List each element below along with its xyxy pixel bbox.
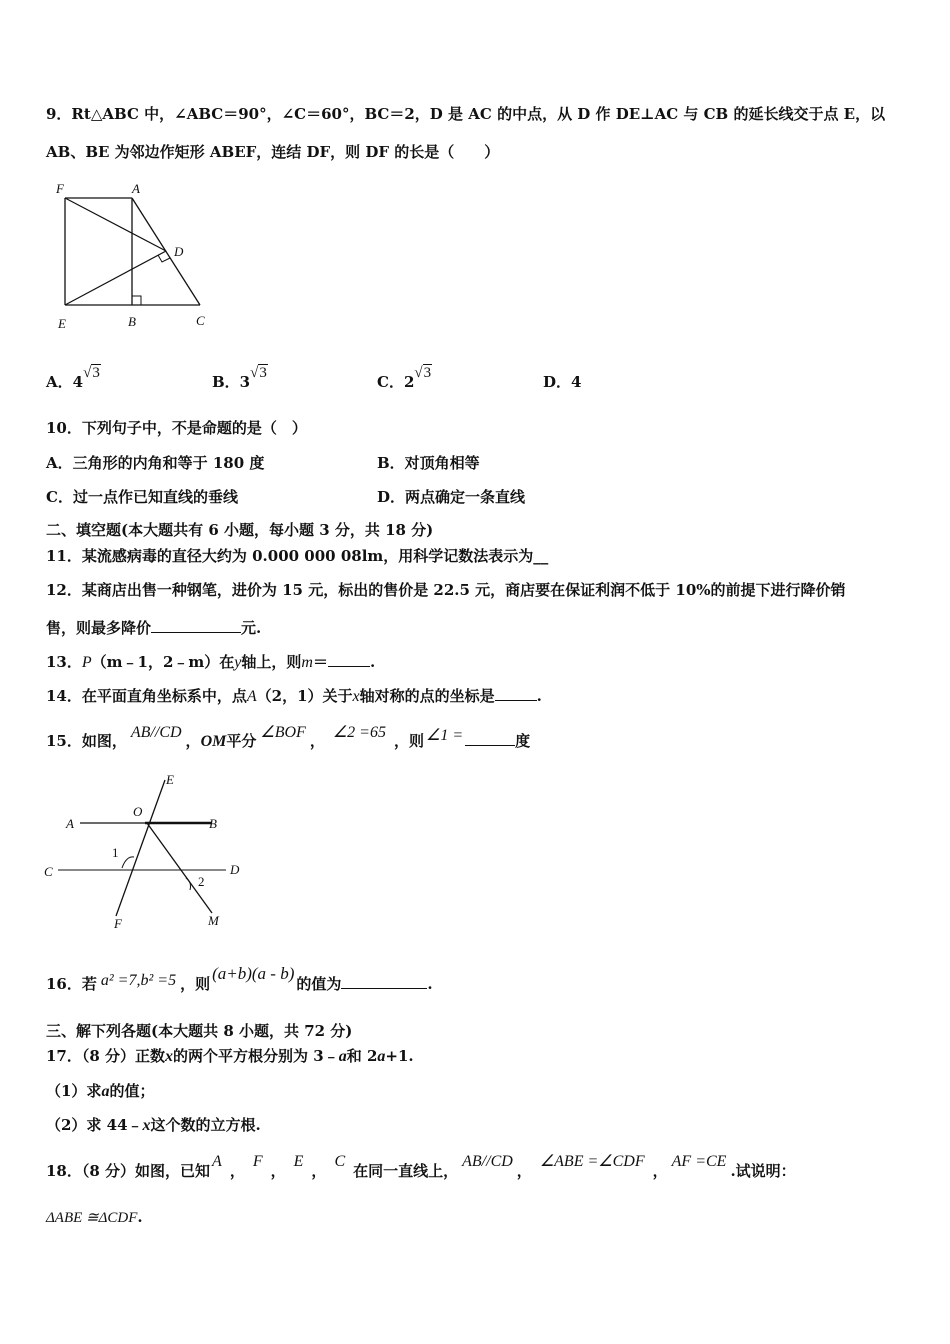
q10-option-b[interactable]: B．对顶角相等 — [377, 454, 480, 472]
q16-blank[interactable] — [341, 974, 427, 989]
sqrt-icon: √3 — [250, 365, 267, 381]
fig9-label-e: E — [58, 316, 66, 331]
fig9-right-angle-b — [132, 296, 141, 305]
fig9-segment-fd — [65, 198, 166, 251]
q15-text: 15．如图， AB//CD ，OM平分 ∠BOF ， ∠2 =65 ，则 ∠1 = 度 — [46, 724, 531, 750]
q10-option-d[interactable]: D．两点确定一条直线 — [377, 488, 526, 506]
q13-blank[interactable] — [328, 652, 370, 667]
fig15-angle-1-arc — [122, 857, 134, 868]
q17-sub1: （1）求a的值； — [46, 1082, 155, 1100]
q9-option-b-label: B．3 — [212, 373, 251, 391]
fig15-label-1: 1 — [112, 845, 119, 860]
fig9-label-b: B — [128, 314, 136, 329]
q9-option-a[interactable] — [46, 365, 101, 392]
fig15-label-c: C — [44, 864, 53, 879]
q9-figure — [40, 178, 230, 338]
fig15-label-o: O — [133, 804, 143, 819]
q10-stem: 10．下列句子中，不是命题的是（ ） — [46, 419, 307, 437]
q18-text: 18．（8 分）如图，已知A，F，E，C在同一直线上，AB//CD，∠ABE =∠CDF，AF =CE.试说明： — [46, 1153, 796, 1180]
section3-heading: 三、解下列各题(本大题共 8 小题，共 72 分) — [46, 1022, 353, 1040]
fig15-label-e: E — [166, 772, 174, 787]
sqrt-icon: √3 — [414, 365, 432, 381]
q17-sub2: （2）求 44﹣x这个数的立方根. — [46, 1116, 261, 1134]
fig9-label-f: F — [56, 181, 64, 196]
section2-heading: 二、填空题(本大题共有 6 小题，每小题 3 分，共 18 分) — [46, 521, 434, 539]
q9-line1: 9．Rt△ABC 中，∠ABC＝90°，∠C＝60°，BC＝2，D 是 AC 的中点，从 D 作 DE⊥AC 与 CB 的延长线交于点 E，以 — [46, 105, 886, 123]
q17-stem: 17．（8 分）正数x的两个平方根分别为 3﹣a和 2a+1. — [46, 1047, 414, 1065]
fig15-line-om — [147, 823, 212, 913]
q9-option-c[interactable] — [377, 365, 432, 392]
q9-line2: AB、BE 为邻边作矩形 ABEF，连结 DF，则 DF 的长是（ ） — [46, 143, 500, 161]
fig15-line-ef — [116, 780, 165, 916]
fig15-label-b: B — [209, 816, 217, 831]
q10-option-c[interactable]: C．过一点作已知直线的垂线 — [46, 488, 238, 506]
q15-blank[interactable] — [465, 731, 515, 746]
fig9-segment-ed — [65, 251, 166, 305]
q12-line1: 12．某商店出售一种钢笔，进价为 15 元，标出的售价是 22.5 元，商店要在保证利润不低于 10%的前提下进行降价销 — [46, 581, 846, 599]
q9-option-d[interactable] — [543, 371, 581, 392]
q12-line2: 售，则最多降价 元. — [46, 619, 262, 637]
q14-blank[interactable] — [495, 686, 537, 701]
q13-text: 13．P（m﹣1，2﹣m）在y轴上，则m＝ . — [46, 653, 376, 671]
sqrt-icon: √3 — [83, 365, 100, 381]
q18-conclusion: ΔABE ≅ΔCDF. — [46, 1208, 143, 1226]
fig9-label-a: A — [132, 181, 140, 196]
fig15-label-a: A — [66, 816, 74, 831]
fig9-label-d: D — [174, 244, 184, 259]
q14-text: 14．在平面直角坐标系中，点A（2，1）关于x轴对称的点的坐标是 . — [46, 687, 542, 705]
q9-option-a-label: A．4 — [46, 373, 84, 391]
q15-figure — [40, 768, 255, 933]
fig15-label-m: M — [208, 913, 219, 928]
fig15-label-2: 2 — [198, 874, 205, 889]
q10-option-a[interactable]: A．三角形的内角和等于 180 度 — [46, 454, 265, 472]
q9-option-c-label: C．2 — [377, 373, 415, 391]
q9-option-d-label: D．4 — [543, 373, 582, 391]
fig15-label-d: D — [230, 862, 240, 877]
q12-blank[interactable] — [151, 618, 241, 633]
q11-text: 11．某流感病毒的直径大约为 0.000 000 08lm，用科学记数法表示为__ — [46, 547, 549, 565]
fig15-angle-2-arc — [186, 878, 191, 890]
q9-option-b[interactable] — [212, 365, 268, 392]
q16-text: 16．若 a² =7,b² =5 ，则(a+b)(a - b)的值为 . — [46, 964, 433, 993]
fig15-label-f: F — [114, 916, 122, 931]
fig9-label-c: C — [196, 313, 205, 328]
